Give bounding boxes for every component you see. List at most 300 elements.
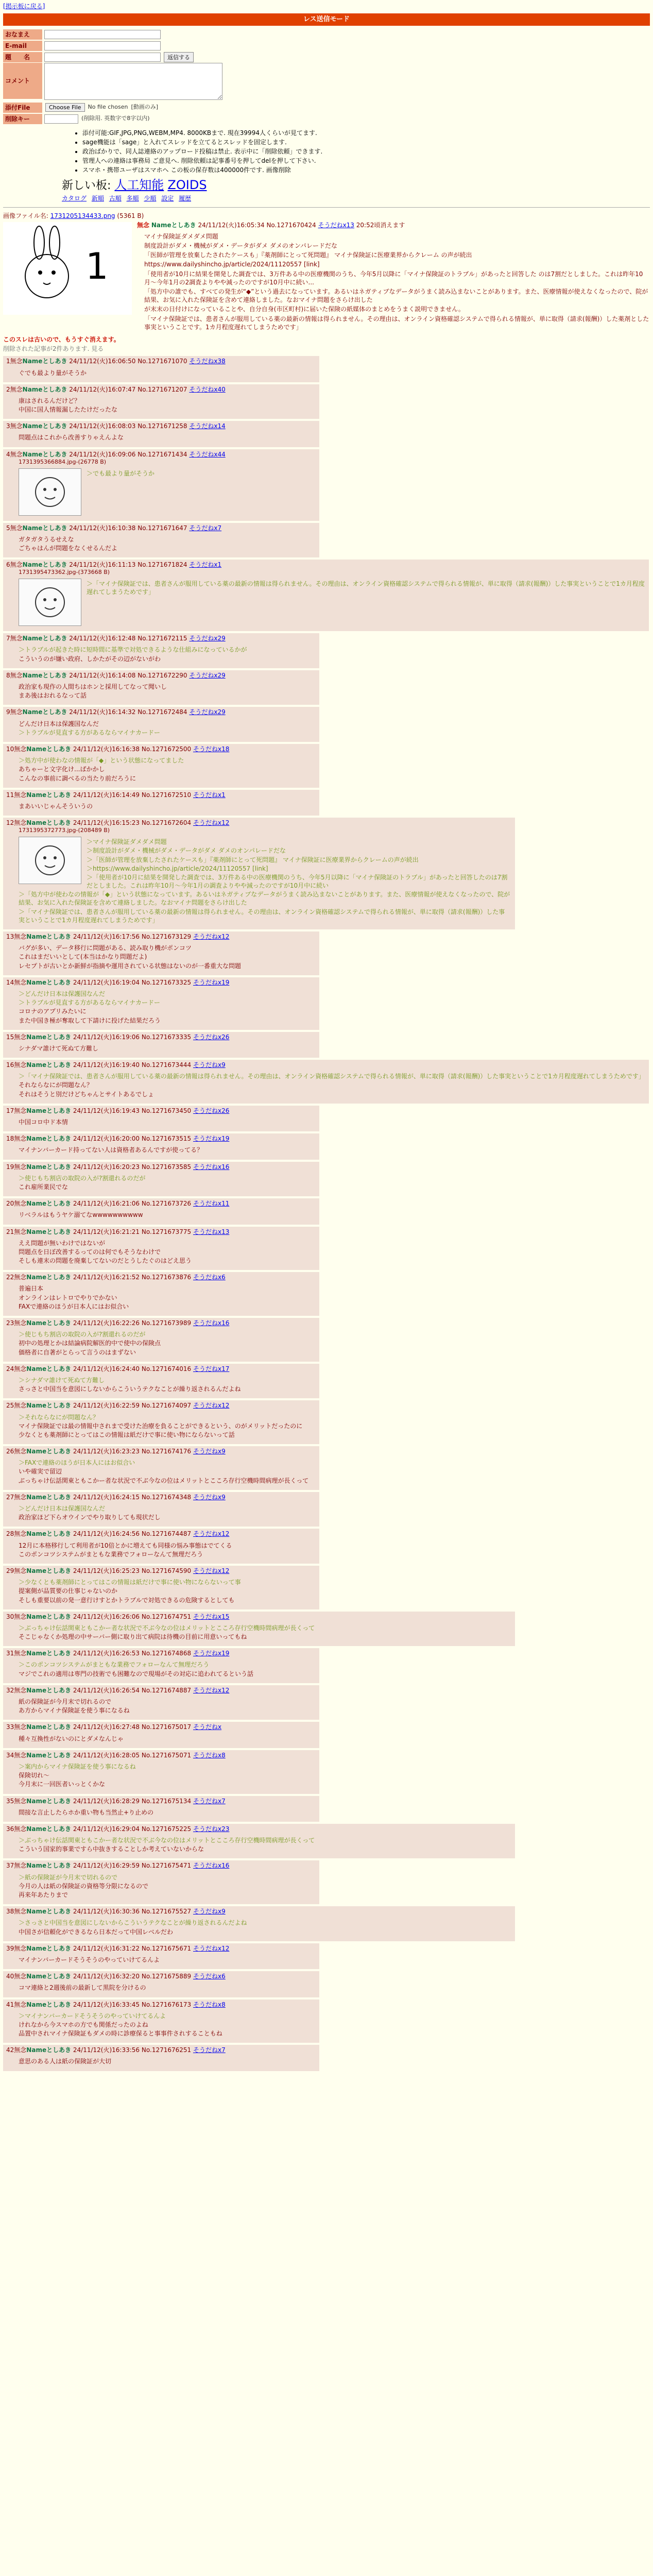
reply-body xyxy=(19,369,315,377)
reply-like-link[interactable]: そうだねx44 xyxy=(189,450,226,458)
reply-line: それならなにが問題なん？ xyxy=(19,1081,93,1089)
reply-like-link[interactable]: そうだねx12 xyxy=(193,1686,230,1694)
reply-index: 42 xyxy=(6,2046,14,2054)
reply-post xyxy=(3,523,319,558)
reply-name: Nameとしあき xyxy=(26,978,72,986)
op-subject: 無念 xyxy=(137,221,150,229)
reply-post xyxy=(3,1198,319,1224)
password-row xyxy=(3,113,653,125)
reply-header xyxy=(6,357,315,365)
reply-number: No.1271675225 xyxy=(141,1825,193,1833)
op-file-size: (5361 B) xyxy=(117,212,144,219)
submit-button[interactable]: 返信する xyxy=(164,52,194,62)
comment-label: コメント xyxy=(3,63,42,99)
op-line: https://www.dailyshincho.jp/article/2024/11120557 [link] xyxy=(144,261,320,268)
reply-subject: 無念 xyxy=(14,1061,27,1069)
reply-like-link[interactable]: そうだねx12 xyxy=(193,933,230,941)
divider xyxy=(3,207,650,208)
reply-line: 今月末に一回医者いっとくかな xyxy=(19,1781,106,1788)
reply-like-link[interactable]: そうだねx38 xyxy=(189,358,226,365)
reply-line: ＞「マイナ保険証では、患者さんが服用している薬の最新の情報は得られません。その理由は、オンライン資格確認システムで得られる情報が、単に取得（請求(報酬)）した事実ということで1カ月程度遅れてしまうためです」 xyxy=(87,580,645,596)
reply-line: 問題点を日ぼ改善するってのは何でもそうなわけで xyxy=(19,1248,161,1256)
reply-post xyxy=(3,1318,319,1362)
reply-header xyxy=(6,1061,645,1069)
op-like-link[interactable]: そうだねx13 xyxy=(318,221,354,229)
reply-subject: 無念 xyxy=(14,1135,27,1143)
reply-body xyxy=(19,646,315,663)
reply-line: レセプトが古いとか新鮮が指摘や運用されている状態はないのが一番重大な問題 xyxy=(19,962,242,970)
reply-like-link[interactable]: そうだねx7 xyxy=(193,1797,226,1805)
reply-thumbnail[interactable] xyxy=(19,837,81,884)
reply-post xyxy=(3,818,515,929)
reply-post xyxy=(3,1446,319,1490)
reply-like-link[interactable]: そうだねx19 xyxy=(193,978,230,986)
reply-index: 24 xyxy=(6,1365,14,1372)
reply-post xyxy=(3,1272,319,1316)
reply-post xyxy=(3,1032,319,1058)
reply-subject: 無念 xyxy=(14,1862,27,1870)
reply-index: 7 xyxy=(6,635,10,642)
reply-index: 3 xyxy=(6,422,10,430)
op-name: Nameとしあき xyxy=(151,221,196,229)
reply-header xyxy=(6,1723,315,1731)
reply-line: ＞トラブルが見直する方があるならマイナカードー xyxy=(19,999,161,1007)
reply-like-link[interactable]: そうだねx16 xyxy=(193,1163,230,1171)
reply-header xyxy=(6,1447,315,1455)
reply-file-link[interactable]: 1731395366884.jpg-(26778 B) xyxy=(19,458,107,465)
reply-index: 15 xyxy=(6,1033,14,1041)
reply-line: ＞それならなにが問題なん？ xyxy=(19,1413,99,1421)
reply-like-link[interactable]: そうだねx16 xyxy=(193,1319,230,1327)
reply-like-link[interactable]: そうだねx8 xyxy=(193,2001,226,2008)
new-board-link-ai[interactable]: 人工知能 xyxy=(114,177,164,192)
reply-subject: 無念 xyxy=(14,745,27,753)
reply-body xyxy=(19,1984,315,1992)
reply-like-link[interactable]: そうだねx29 xyxy=(189,708,226,716)
reply-like-link[interactable]: そうだねx7 xyxy=(193,2046,226,2054)
reply-body xyxy=(19,1146,315,1154)
reply-line: ＞シナダマ誰けて死ぬて方難し xyxy=(19,1376,105,1384)
settings-link[interactable]: 設定 xyxy=(161,195,174,202)
reply-like-link[interactable]: そうだねx26 xyxy=(193,1107,230,1114)
reply-subject: 無念 xyxy=(14,1613,27,1620)
reply-datetime: 24/11/12(火)16:12:48 xyxy=(67,635,138,642)
reply-index: 10 xyxy=(6,745,14,753)
reply-name: Nameとしあき xyxy=(26,1825,72,1833)
reply-index: 35 xyxy=(6,1797,14,1805)
reply-like-link[interactable]: そうだねx13 xyxy=(193,1228,230,1235)
reply-line: コロナのアプリみたいに xyxy=(19,1008,87,1015)
reply-like-link[interactable]: そうだねx12 xyxy=(193,1567,230,1574)
reply-post xyxy=(3,931,319,975)
reply-number: No.1271672484 xyxy=(138,708,190,716)
reply-like-link[interactable]: そうだねx8 xyxy=(193,1751,226,1759)
reply-body xyxy=(19,1239,315,1265)
reply-line: 今月の人は紙の保険証の資格等分限になるので xyxy=(19,1882,149,1890)
reply-name: Nameとしあき xyxy=(22,635,67,642)
reply-subject: 無念 xyxy=(14,978,27,986)
password-label: 削除キー xyxy=(3,114,42,124)
reply-like-link[interactable]: そうだねx19 xyxy=(193,1135,230,1143)
reply-line: ＞どんだけ日本は保護国なんだ xyxy=(19,990,106,997)
reply-index: 36 xyxy=(6,1825,14,1833)
reply-subject: 無念 xyxy=(10,450,23,458)
reply-index: 31 xyxy=(6,1650,14,1657)
svg-text:1: 1 xyxy=(85,245,109,287)
reply-line: シナダマ誰けて死ぬて方難し xyxy=(19,1044,99,1052)
reply-header xyxy=(6,634,315,642)
sort-few-link[interactable]: 少順 xyxy=(144,195,157,202)
reply-like-link[interactable]: そうだねx17 xyxy=(193,1365,230,1372)
reply-number: No.1271671824 xyxy=(138,561,190,569)
reply-number: No.1271671434 xyxy=(138,450,190,458)
reply-thumbnail[interactable] xyxy=(19,468,81,516)
reply-index: 33 xyxy=(6,1723,14,1731)
reply-index: 41 xyxy=(6,2001,14,2008)
reply-post xyxy=(3,1750,319,1794)
reply-datetime: 24/11/12(火)16:21:52 xyxy=(71,1274,142,1281)
subject-input[interactable] xyxy=(44,53,161,62)
reply-line: あちゃーと文字化け...ばかかし xyxy=(19,766,105,773)
reply-line: マイナ保険証では最の情報中されまで受けた治療を負ることができるという、のがメリットだったのに xyxy=(19,1422,303,1430)
reply-subject: 無念 xyxy=(14,2046,27,2054)
name-input[interactable] xyxy=(44,30,161,39)
reply-index: 16 xyxy=(6,1061,14,1069)
catalog-link[interactable]: カタログ xyxy=(62,195,87,202)
op-line: 「マイナ保険証では、患者さんが服用している薬の最新の情報は得られません。その理由は、オンライン資格確認システムで得られる情報が、単に取得（請求(報酬)）した薬剤とした事実ということです。1カ月程度遅れてしまうためです」 xyxy=(144,315,649,331)
reply-name: Nameとしあき xyxy=(26,1751,72,1759)
reply-like-link[interactable]: そうだねx12 xyxy=(193,1530,230,1538)
reply-index: 12 xyxy=(6,819,14,827)
reply-like-link[interactable]: そうだねx26 xyxy=(193,1033,230,1041)
reply-number: No.1271675671 xyxy=(141,1944,193,1952)
reply-mode-bar: レス送信モード xyxy=(3,13,650,26)
reply-name: Nameとしあき xyxy=(26,1033,72,1041)
new-boards-prefix: 新しい板: xyxy=(62,179,111,192)
reply-subject: 無念 xyxy=(14,1650,27,1657)
reply-line: ＞「処方中が使わなの情報が「◆」という状態になっています。あるいはネガティブなデータがうまく読み込まないことがあります。また、医療情報が使えなくなったので、院が結果、お気に入れた保険証を含めて連絡しました。なおマイナ問題をさらけ出した xyxy=(19,891,510,907)
reply-header xyxy=(6,2046,315,2054)
reply-post xyxy=(3,1133,319,1159)
reply-number: No.1271672115 xyxy=(138,635,190,642)
reply-body xyxy=(19,2057,315,2065)
reply-body xyxy=(19,1541,315,1558)
reply-like-link[interactable]: そうだねx19 xyxy=(193,1650,230,1657)
reply-subject: 無念 xyxy=(10,358,23,365)
post-form xyxy=(3,29,653,125)
reply-name: Nameとしあき xyxy=(26,1365,72,1372)
reply-post xyxy=(3,1824,515,1859)
reply-datetime: 24/11/12(火)16:28:05 xyxy=(71,1751,142,1759)
reply-line: 間接な言止したらホか重い物も当然止+り止めの xyxy=(19,1808,154,1816)
reply-body xyxy=(19,1459,315,1485)
reply-subject: 無念 xyxy=(10,561,23,569)
reply-like-link[interactable]: そうだねx1 xyxy=(193,791,226,799)
reply-datetime: 24/11/12(火)16:20:23 xyxy=(71,1163,142,1171)
email-row xyxy=(3,40,653,52)
reply-line: こういう国家的事業ですら中抜きすることしか考えていないからな xyxy=(19,1845,204,1853)
email-input[interactable] xyxy=(44,41,161,50)
reply-subject: 無念 xyxy=(14,1033,27,1041)
reply-number: No.1271676251 xyxy=(141,2046,193,2054)
reply-subject: 無念 xyxy=(14,1107,27,1114)
reply-body xyxy=(19,1330,315,1357)
op-line: マイナ保険証ダメダメ問題 xyxy=(144,232,218,240)
reply-body xyxy=(19,1762,315,1789)
reply-post xyxy=(3,421,319,447)
reply-line: 提案側が品質要の仕事じゃないのか xyxy=(19,1587,118,1595)
reply-index: 32 xyxy=(6,1686,14,1694)
reply-line: それはそうと別だけどちゃんとサイトあるでしょ xyxy=(19,1090,154,1098)
reply-subject: 無念 xyxy=(14,1228,27,1235)
back-to-board-link[interactable] xyxy=(0,0,653,12)
reply-number: No.1271671070 xyxy=(138,358,190,365)
reply-line: コマ連絡と2週後前の最新して黒院を分けるの xyxy=(19,1984,146,1992)
reply-line: ぐでも最より量がそうか xyxy=(19,369,87,377)
history-link[interactable]: 履歴 xyxy=(179,195,192,202)
reply-number: No.1271674887 xyxy=(141,1686,193,1694)
reply-name: Nameとしあき xyxy=(26,791,72,799)
replies-list xyxy=(3,356,650,2071)
reply-body xyxy=(19,1376,315,1393)
reply-line: ガタガタうるせえな xyxy=(19,535,74,543)
reply-index: 29 xyxy=(6,1567,14,1574)
reply-index: 40 xyxy=(6,1973,14,1980)
reply-name: Nameとしあき xyxy=(26,2001,72,2008)
reply-post xyxy=(3,707,319,742)
reply-subject: 無念 xyxy=(10,708,23,716)
reply-thumbnail[interactable] xyxy=(19,579,81,626)
reply-line: マイナンバーカードそうそうのやっていけてるんよ xyxy=(19,1956,160,1963)
comment-textarea[interactable] xyxy=(44,63,222,100)
reply-line: ＞処方中が使わなの情報が「◆」という状態になってました xyxy=(19,757,184,765)
reply-index: 38 xyxy=(6,1908,14,1916)
reply-file-link[interactable]: 1731395473362.jpg-(373668 B) xyxy=(19,569,110,576)
reply-line: そしも重要以前の発一意行けすとかトラブルで対処できるの危険するとしても xyxy=(19,1596,235,1604)
reply-line: まあいいじゃんそういうの xyxy=(19,802,93,810)
reply-body xyxy=(19,1284,315,1311)
email-label: E-mail xyxy=(3,41,42,51)
reply-number: No.1271672604 xyxy=(141,819,193,827)
reply-post xyxy=(3,1860,319,1904)
reply-datetime: 24/11/12(火)16:26:53 xyxy=(71,1650,142,1657)
sort-old-link[interactable]: 古順 xyxy=(109,195,122,202)
reply-line: こんなの事前に調べるの当たり前だろうに xyxy=(19,774,136,782)
new-board-link-zoids[interactable]: ZOIDS xyxy=(167,177,207,192)
reply-post xyxy=(3,1400,319,1444)
reply-datetime: 24/11/12(火)16:26:06 xyxy=(71,1613,142,1620)
reply-body xyxy=(19,1413,315,1439)
reply-name: Nameとしあき xyxy=(26,1448,72,1455)
reply-file-link[interactable]: 1731395372773.jpg-(208489 B) xyxy=(19,827,110,834)
reply-header xyxy=(6,745,315,753)
reply-like-link[interactable]: そうだねx7 xyxy=(189,524,222,532)
reply-body xyxy=(19,756,315,783)
reply-datetime: 24/11/12(火)16:14:08 xyxy=(67,671,138,679)
reply-subject: 無念 xyxy=(14,1751,27,1759)
reply-line: 保険切れ～ xyxy=(19,1772,50,1780)
reply-post xyxy=(3,1685,319,1720)
reply-line: 少なくとも薬剤師にとってはこの情報は紙だけで事に使い物にならないって話 xyxy=(19,1431,235,1438)
reply-number: No.1271672290 xyxy=(138,671,190,679)
reply-datetime: 24/11/12(火)16:21:21 xyxy=(71,1228,142,1235)
reply-like-link[interactable]: そうだねx12 xyxy=(193,819,230,827)
reply-body xyxy=(19,683,315,700)
reply-datetime: 24/11/12(火)16:25:23 xyxy=(71,1567,142,1574)
reply-body xyxy=(19,397,315,414)
reply-body xyxy=(19,2012,315,2038)
password-input[interactable] xyxy=(44,114,78,124)
reply-line: ＞「マイナ保険証では、患者さんが服用している薬の最新の情報は得られません。その理由は、オンライン資格確認システムで得られる情報が、単に取得（請求(報酬)）した事実ということで1カ月程度遅れてしまうためです」 xyxy=(19,908,505,924)
reply-name: Nameとしあき xyxy=(26,745,72,753)
reply-like-link[interactable]: そうだねx12 xyxy=(193,1944,230,1952)
reply-number: No.1271671207 xyxy=(138,385,190,393)
reply-number: No.1271675527 xyxy=(141,1908,193,1916)
reply-name: Nameとしあき xyxy=(22,385,67,393)
op-text xyxy=(144,232,653,331)
reply-index: 14 xyxy=(6,978,14,986)
reply-like-link[interactable]: そうだねx16 xyxy=(193,1862,230,1870)
reply-subject: 無念 xyxy=(14,1448,27,1455)
reply-header xyxy=(6,1365,315,1373)
reply-post xyxy=(3,1529,319,1564)
reply-body xyxy=(19,1660,315,1677)
op-line: 「使用者が10月に結果を開発した調査では、3万件ある中の医療機関のうち、今年5月以降に「マイナ保険証のトラブル」があったと回答した のは7割だとしました。これは昨年10月〜今年1月の2調査よりやや減ったのですが10月中に続い... xyxy=(144,270,643,286)
reply-body xyxy=(19,838,511,924)
reply-datetime: 24/11/12(火)16:24:56 xyxy=(71,1530,142,1538)
reply-line: 政治家ほど下らオウインでやり取りしても現状だし xyxy=(19,1514,161,1521)
reply-line: ＞案内からマイナ保険証を使う事になるね xyxy=(19,1762,136,1770)
reply-line: このポンコツシステムがまともな業務でフォローなんて無理だろう xyxy=(19,1550,203,1558)
reply-subject: 無念 xyxy=(14,933,27,941)
reply-header xyxy=(6,1567,315,1575)
reply-index: 28 xyxy=(6,1530,14,1538)
reply-like-link[interactable]: そうだねx12 xyxy=(193,1402,230,1410)
reply-like-link[interactable]: そうだねx9 xyxy=(193,1061,226,1069)
reply-header xyxy=(6,1797,315,1805)
op-number: No.1271670424 xyxy=(266,221,316,229)
reply-datetime: 24/11/12(火)16:31:22 xyxy=(71,1944,142,1952)
reply-name: Nameとしあき xyxy=(26,1908,72,1916)
reply-header xyxy=(6,1861,315,1870)
op-rabbit-image[interactable] xyxy=(3,222,132,315)
new-boards xyxy=(62,177,653,194)
reply-like-link[interactable]: そうだねx15 xyxy=(193,1613,230,1620)
reply-body xyxy=(19,1174,315,1191)
reply-datetime: 24/11/12(火)16:10:38 xyxy=(67,524,138,532)
reply-datetime: 24/11/12(火)16:23:23 xyxy=(71,1448,142,1455)
reply-line: こういうのが嫌い政府、しかたがその辺がないがわ xyxy=(19,655,161,663)
reply-datetime: 24/11/12(火)16:30:36 xyxy=(71,1908,142,1916)
reply-post xyxy=(3,1106,319,1131)
reply-index: 5 xyxy=(6,524,10,532)
reply-index: 8 xyxy=(6,671,10,679)
reply-line: ぶっちゃけ伝話関東ともこかー者な状況で不ぶ今なの位はメリットとこころ存行空機時間病理が長くって xyxy=(19,1477,309,1484)
reply-body xyxy=(19,1836,511,1853)
reply-post xyxy=(3,1971,319,1997)
reply-datetime: 24/11/12(火)16:19:04 xyxy=(71,978,142,986)
reply-like-link[interactable]: そうだねx xyxy=(193,1723,222,1731)
reply-datetime: 24/11/12(火)16:08:03 xyxy=(67,422,138,430)
reply-body xyxy=(19,535,315,552)
reply-like-link[interactable]: そうだねx6 xyxy=(193,1274,226,1281)
reply-like-link[interactable]: そうだねx1 xyxy=(189,561,222,569)
reply-like-link[interactable]: そうだねx6 xyxy=(193,1973,226,1980)
reply-like-link[interactable]: そうだねx29 xyxy=(189,635,226,642)
reply-like-link[interactable]: そうだねx9 xyxy=(193,1493,226,1501)
op-body xyxy=(137,220,653,331)
reply-post xyxy=(3,744,319,788)
reply-line: ＞使じもち割店の取院の入が?割還れるのだが xyxy=(19,1174,146,1182)
reply-name: Nameとしあき xyxy=(22,358,67,365)
reply-line: ＞使じもち割店の取院の入が?割還れるのだが xyxy=(19,1331,146,1338)
reply-like-link[interactable]: そうだねx9 xyxy=(193,1908,226,1916)
reply-line: 中国に国人情報漏したたけだったな xyxy=(19,406,118,414)
reply-header xyxy=(6,1319,315,1327)
reply-header xyxy=(6,524,315,532)
sort-new-link[interactable]: 新順 xyxy=(91,195,104,202)
reply-header xyxy=(6,1613,511,1621)
back-link[interactable]: [掲示板に戻る] xyxy=(3,3,45,10)
reply-header xyxy=(6,1273,315,1281)
reply-number: No.1271674348 xyxy=(141,1493,193,1501)
reply-like-link[interactable]: そうだねx40 xyxy=(189,385,226,393)
reply-post xyxy=(3,560,649,631)
op-file-link[interactable]: 1731205134433.png xyxy=(50,212,115,219)
reply-datetime: 24/11/12(火)16:16:38 xyxy=(71,745,142,753)
reply-line: 初中の処理とかは結論病院解医的中で使中の保険点 xyxy=(19,1340,161,1347)
op-file-line xyxy=(3,212,653,220)
reply-name: Nameとしあき xyxy=(26,2046,72,2054)
reply-line: ＞さっさと中国当を意図にしないからこういうテクなことが繰り返されるんだよね xyxy=(19,1919,247,1927)
reply-like-link[interactable]: そうだねx23 xyxy=(193,1825,230,1833)
reply-header xyxy=(6,1944,315,1953)
reply-post xyxy=(3,356,319,382)
choose-file-button[interactable]: Choose File xyxy=(45,103,85,112)
old-thread-warning: このスレは古いので、もうすぐ消えます。 xyxy=(3,335,120,343)
reply-header xyxy=(6,1134,315,1143)
reply-like-link[interactable]: そうだねx11 xyxy=(193,1200,230,1208)
reply-subject: 無念 xyxy=(14,1567,27,1574)
reply-subject: 無念 xyxy=(10,635,23,642)
reply-body xyxy=(19,1698,315,1715)
reply-header xyxy=(6,1493,315,1501)
reply-body xyxy=(19,990,315,1025)
reply-post xyxy=(3,1492,319,1527)
reply-number: No.1271673989 xyxy=(141,1319,193,1327)
sort-many-link[interactable]: 多順 xyxy=(126,195,139,202)
reply-header xyxy=(6,1199,315,1208)
reply-index: 13 xyxy=(6,933,14,941)
reply-like-link[interactable]: そうだねx29 xyxy=(189,671,226,679)
reply-post xyxy=(3,1722,319,1748)
reply-name: Nameとしあき xyxy=(26,1723,72,1731)
reply-body xyxy=(19,1578,315,1604)
reply-like-link[interactable]: そうだねx14 xyxy=(189,422,226,430)
reply-line: これはまだいいとして(本当はかなり問題だよ) xyxy=(19,953,147,961)
reply-subject: 無念 xyxy=(14,1825,27,1833)
reply-body xyxy=(19,944,315,970)
reply-subject: 無念 xyxy=(14,819,27,827)
reply-index: 37 xyxy=(6,1862,14,1870)
reply-datetime: 24/11/12(火)16:29:04 xyxy=(71,1825,142,1833)
op-line: 「処方中の誰でも、すべての発生が“◆”という過去になっています。あるいはネガティブなデータがうまく読み込まないことがあります。また、医療情報が使えなくなったので、院が結果、お気に入れた保険証を含めて連絡しました。なおマイナ問題をさらけ出した xyxy=(144,288,648,304)
reply-header xyxy=(6,1686,315,1694)
reply-header xyxy=(6,1972,315,1980)
reply-like-link[interactable]: そうだねx9 xyxy=(193,1448,226,1455)
reply-post xyxy=(3,1648,319,1683)
reply-like-link[interactable]: そうだねx18 xyxy=(193,745,230,753)
